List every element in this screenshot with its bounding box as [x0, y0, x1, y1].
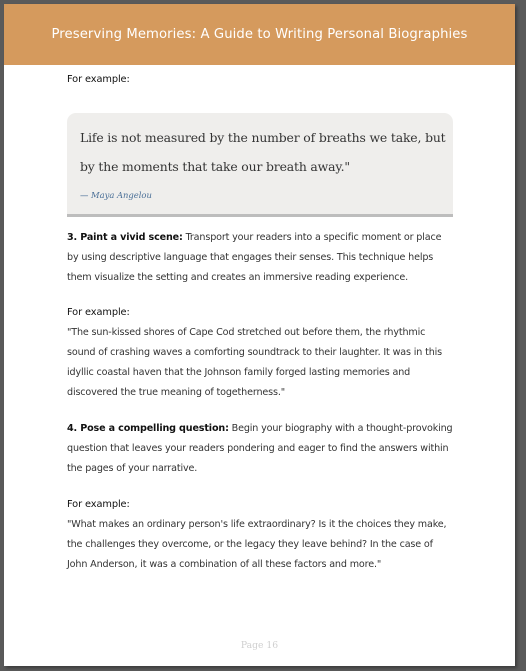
section-3-paragraph [67, 228, 453, 288]
section-3-body: Transport your readers into a specific moment or place by using descriptive language that engages their senses. This technique helps them visualize the setting and creates an immersive reading experience. [67, 232, 442, 283]
section-4-example [67, 495, 453, 575]
section-4-body: Begin your biography with a thought-provoking question that leaves your readers pondering and eager to find the answers within the pages of your narrative. [67, 423, 453, 474]
quote-block [67, 113, 453, 217]
quote-author: — Maya Angelou [80, 190, 152, 200]
example-quote: "What makes an ordinary person's life extraordinary? Is it the choices they make, the challenges they overcome, or the legacy they leave behind? In the case of John Anderson, it was a combination of all these factors and more." [67, 519, 447, 570]
page-number: Page 16 [240, 640, 279, 651]
document-page [4, 4, 515, 666]
section-3-example [67, 303, 453, 403]
section-4-paragraph [67, 419, 453, 479]
example-label: For example: [67, 307, 130, 318]
example-quote: "The sun-kissed shores of Cape Cod stretched out before them, the rhythmic sound of crashing waves a comforting soundtrack to their laughter. It was in this idyllic coastal haven that the Johnson family forged lasting memories and discovered the true meaning of togetherness." [67, 327, 442, 398]
example-label: For example: [67, 499, 130, 510]
example-label: For example: [67, 74, 130, 85]
section-3-heading: 3. Paint a vivid scene: [67, 232, 183, 243]
quote-text: Life is not measured by the number of breaths we take, but by the moments that take our breath away." [80, 130, 446, 174]
section-4-heading: 4. Pose a compelling question: [67, 423, 229, 434]
page-header [4, 4, 515, 65]
document-title: Preserving Memories: A Guide to Writing Personal Biographies [51, 27, 468, 42]
